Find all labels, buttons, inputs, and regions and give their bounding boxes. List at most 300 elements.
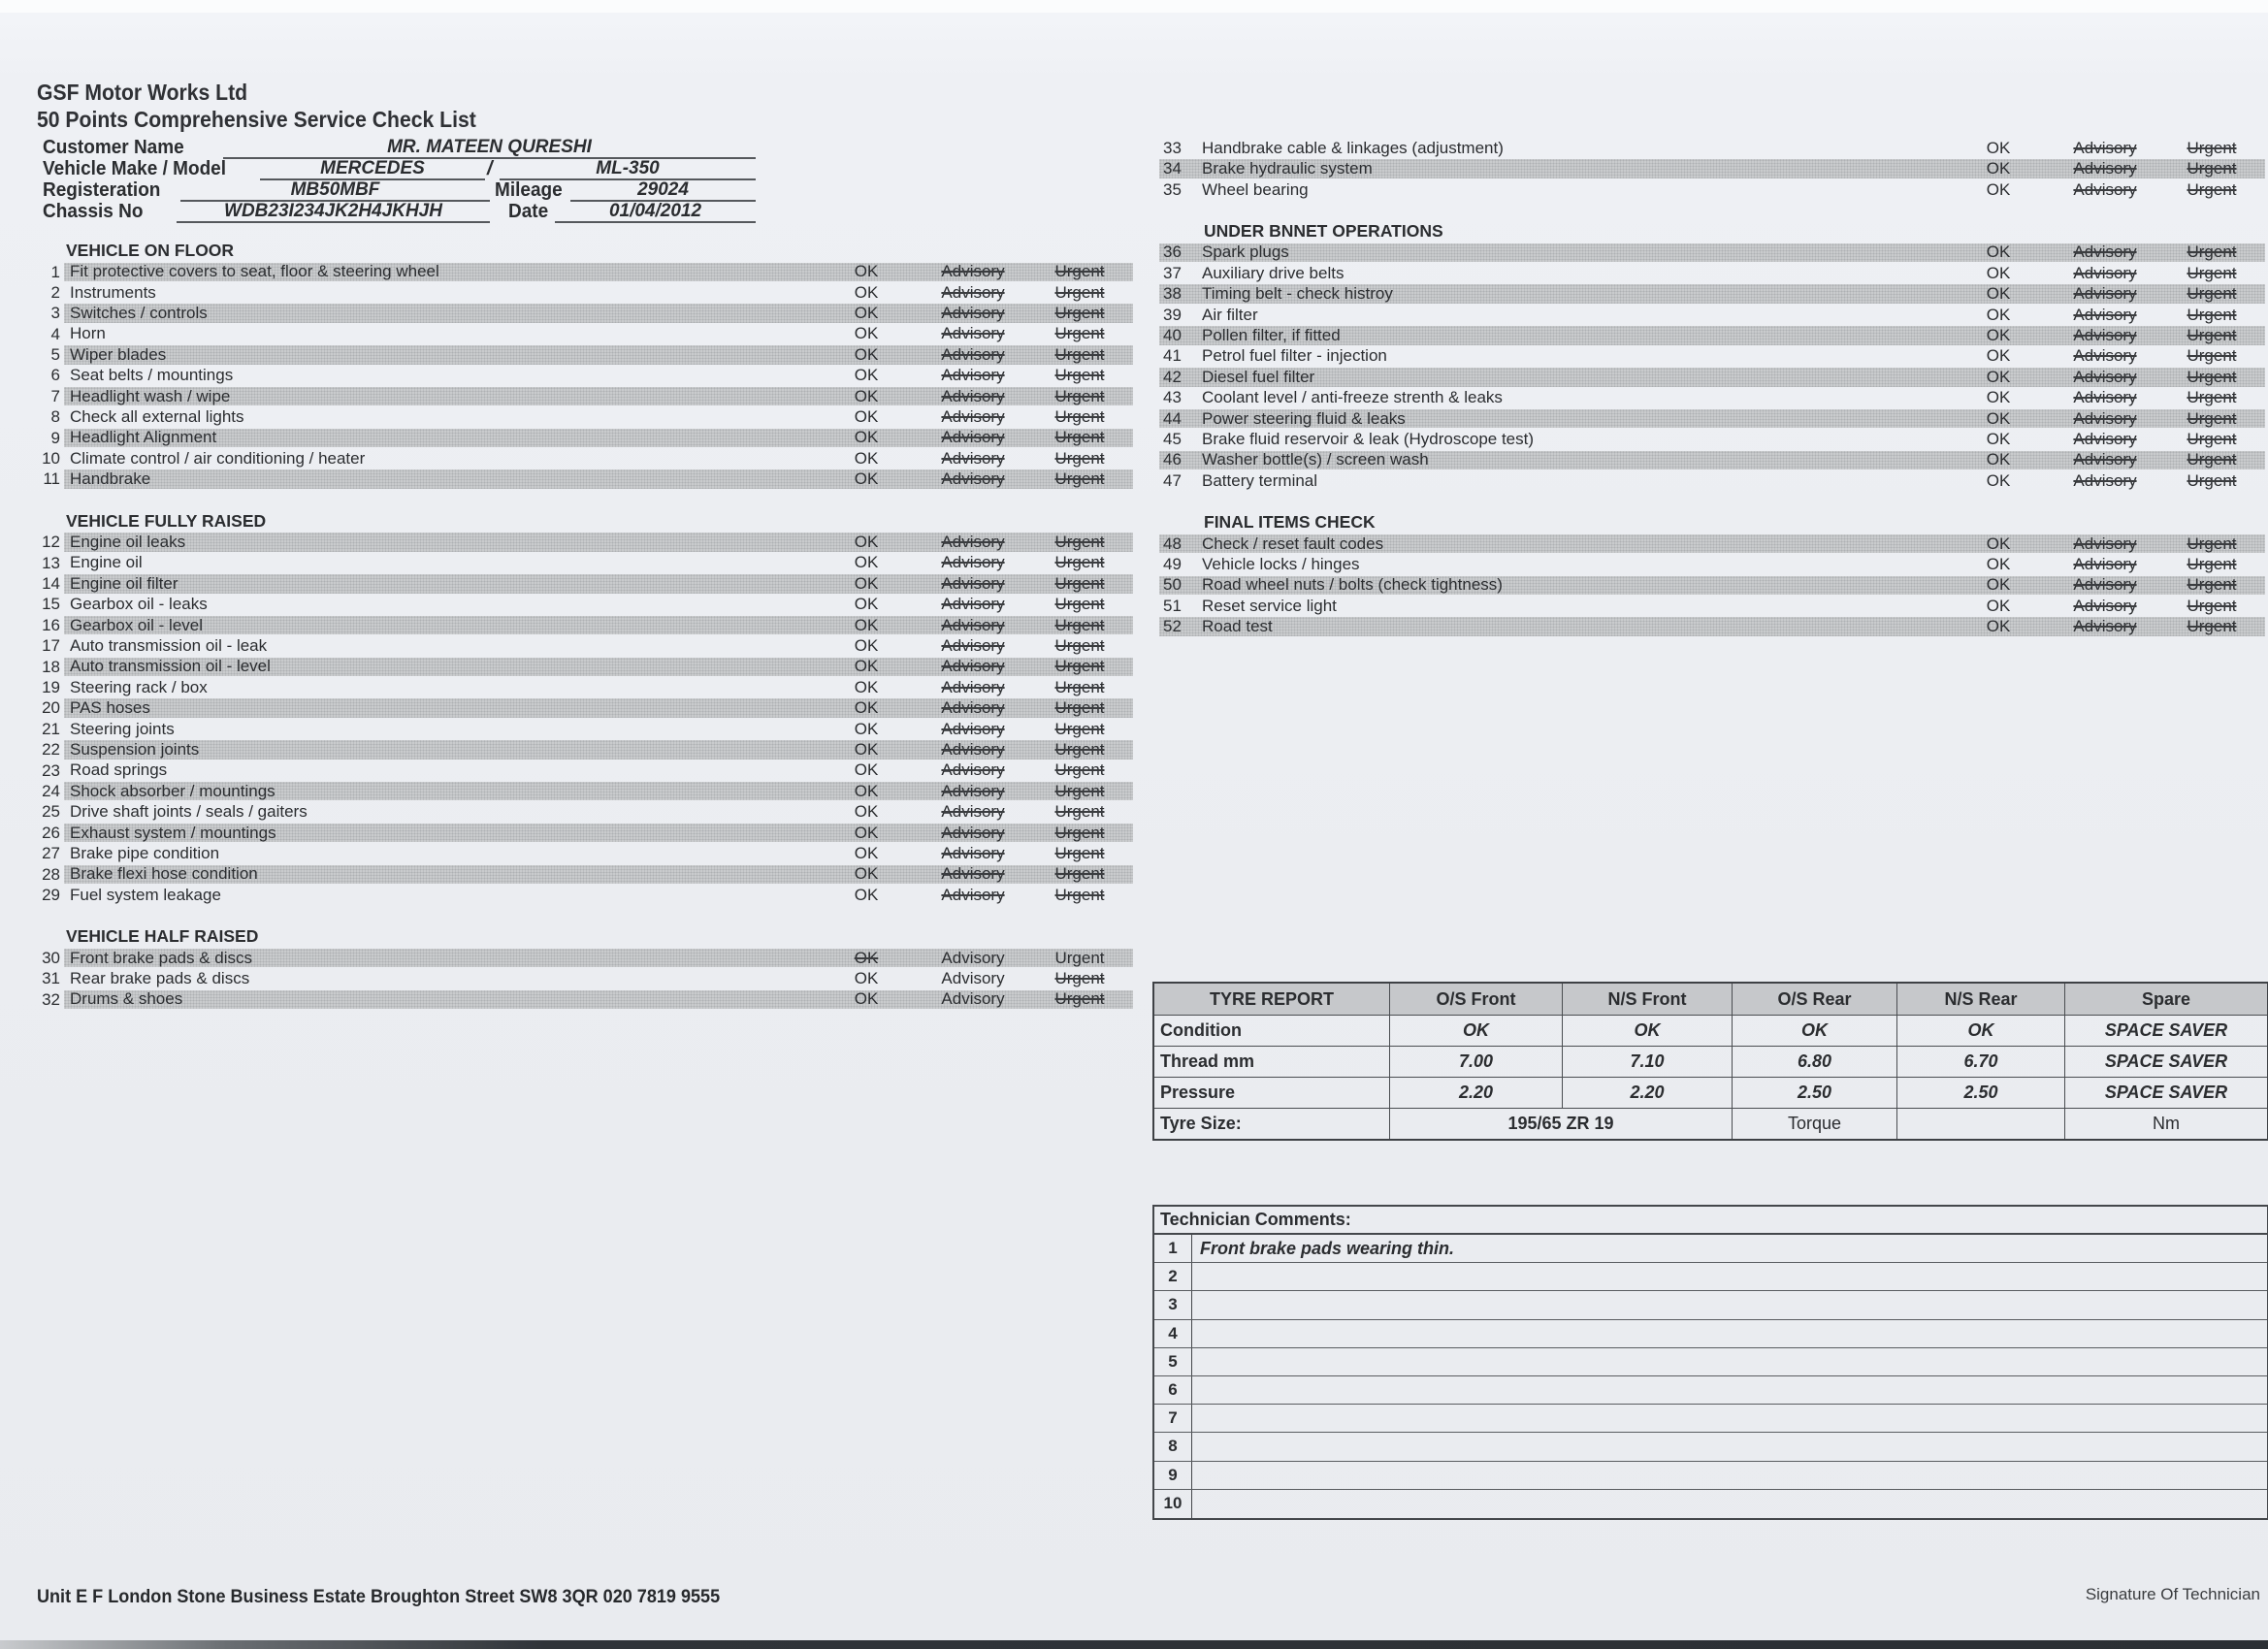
status-urgent: Urgent	[2187, 284, 2237, 304]
item-number: 26	[42, 823, 60, 842]
status-ok: OK	[854, 615, 879, 634]
checklist-item-row	[37, 428, 1133, 448]
tyre-value-cell: 2.50	[1896, 1077, 2064, 1108]
item-number: 29	[42, 885, 60, 904]
item-highlight-bar	[64, 407, 1133, 427]
company-name: GSF Motor Works Ltd	[37, 80, 248, 105]
status-ok: OK	[854, 406, 879, 426]
item-highlight-bar	[64, 761, 1133, 781]
status-urgent: Urgent	[1054, 968, 1105, 987]
status-advisory: Advisory	[2073, 450, 2137, 469]
status-advisory: Advisory	[2073, 470, 2137, 490]
tyre-value-cell: 2.20	[1389, 1077, 1562, 1108]
status-urgent: Urgent	[1054, 304, 1105, 323]
item-highlight-bar	[64, 449, 1133, 469]
checklist-item-row	[37, 344, 1133, 365]
status-urgent: Urgent	[1054, 823, 1105, 842]
checklist-item-row	[37, 843, 1133, 863]
status-ok: OK	[854, 739, 879, 759]
status-advisory: Advisory	[941, 843, 1005, 862]
item-number: 6	[50, 366, 60, 385]
item-highlight-bar	[1159, 451, 2265, 470]
item-label: Road wheel nuts / bolts (check tightness)	[1202, 575, 1503, 595]
item-number: 50	[1163, 575, 1182, 595]
status-ok: OK	[854, 802, 879, 822]
status-urgent: Urgent	[1054, 448, 1105, 468]
status-urgent: Urgent	[1054, 595, 1105, 614]
item-highlight-bar	[64, 678, 1133, 697]
checklist-item-row	[37, 365, 1133, 385]
checklist-item-row	[1159, 283, 2265, 304]
item-label: Shock absorber / mountings	[70, 781, 275, 800]
item-number: 52	[1163, 617, 1182, 636]
checklist-item-row	[37, 553, 1133, 573]
status-advisory: Advisory	[941, 533, 1005, 552]
status-urgent: Urgent	[1054, 344, 1105, 364]
checklist-item-row	[37, 677, 1133, 697]
status-ok: OK	[1986, 470, 2011, 490]
status-advisory: Advisory	[2073, 346, 2137, 366]
item-label: Auxiliary drive belts	[1202, 263, 1345, 282]
item-number: 33	[1163, 138, 1182, 157]
status-advisory: Advisory	[2073, 596, 2137, 615]
status-advisory: Advisory	[2073, 325, 2137, 344]
item-highlight-bar	[1159, 534, 2265, 554]
status-ok: OK	[1986, 284, 2011, 304]
status-urgent: Urgent	[2187, 388, 2237, 407]
status-advisory: Advisory	[941, 282, 1005, 302]
checklist-item-row	[37, 885, 1133, 905]
comment-row	[1154, 1405, 2267, 1433]
status-advisory: Advisory	[941, 948, 1005, 967]
status-advisory: Advisory	[941, 989, 1005, 1009]
item-number: 44	[1163, 408, 1182, 428]
status-ok: OK	[854, 636, 879, 655]
item-label: Headlight wash / wipe	[70, 386, 231, 405]
item-number: 35	[1163, 179, 1182, 199]
item-highlight-bar	[64, 886, 1133, 905]
status-ok: OK	[1986, 325, 2011, 344]
item-label: Power steering fluid & leaks	[1202, 408, 1406, 428]
status-urgent: Urgent	[2187, 346, 2237, 366]
comment-row-number: 2	[1154, 1263, 1192, 1290]
status-advisory: Advisory	[941, 262, 1005, 281]
status-ok: OK	[854, 657, 879, 676]
item-highlight-bar	[1159, 326, 2265, 345]
item-highlight-bar	[64, 387, 1133, 406]
item-highlight-bar	[1159, 139, 2265, 158]
item-highlight-bar	[1159, 180, 2265, 200]
status-advisory: Advisory	[941, 864, 1005, 884]
status-ok: OK	[1986, 596, 2011, 615]
item-label: Auto transmission oil - leak	[70, 636, 268, 655]
signature-of-technician-label: Signature Of Technician	[2085, 1585, 2260, 1603]
checklist-item-row	[1159, 387, 2265, 407]
item-highlight-bar	[64, 802, 1133, 822]
item-highlight-bar	[64, 844, 1133, 863]
checklist-item-row	[37, 386, 1133, 406]
status-advisory: Advisory	[941, 636, 1005, 655]
item-label: Coolant level / anti-freeze strenth & leaks	[1202, 388, 1503, 407]
item-highlight-bar	[64, 554, 1133, 573]
checklist-item-row	[37, 823, 1133, 843]
checklist-item-row	[1159, 305, 2265, 325]
status-urgent: Urgent	[1054, 719, 1105, 738]
comment-row	[1154, 1320, 2267, 1348]
status-ok: OK	[854, 533, 879, 552]
status-ok: OK	[854, 428, 879, 447]
item-label: Brake hydraulic system	[1202, 159, 1373, 178]
item-highlight-bar	[64, 720, 1133, 739]
status-ok: OK	[854, 823, 879, 842]
status-urgent: Urgent	[1054, 760, 1105, 780]
status-urgent: Urgent	[1054, 615, 1105, 634]
status-advisory: Advisory	[941, 739, 1005, 759]
item-highlight-bar	[1159, 576, 2265, 596]
mileage-label: Mileage	[495, 179, 563, 201]
status-advisory: Advisory	[941, 304, 1005, 323]
item-highlight-bar	[1159, 159, 2265, 178]
item-highlight-bar	[1159, 617, 2265, 636]
status-advisory: Advisory	[941, 657, 1005, 676]
status-urgent: Urgent	[1054, 885, 1105, 904]
status-urgent: Urgent	[1054, 636, 1105, 655]
item-number: 38	[1163, 284, 1182, 304]
status-advisory: Advisory	[2073, 617, 2137, 636]
item-highlight-bar	[64, 533, 1133, 552]
tyre-header-cell: O/S Rear	[1732, 984, 1896, 1015]
status-advisory: Advisory	[941, 406, 1005, 426]
item-number: 22	[42, 740, 60, 760]
checklist-section	[1159, 138, 2265, 200]
status-urgent: Urgent	[2187, 534, 2237, 553]
item-label: Timing belt - check histroy	[1202, 284, 1393, 304]
item-highlight-bar	[1159, 306, 2265, 325]
comment-row	[1154, 1263, 2267, 1291]
item-number: 20	[42, 698, 60, 718]
status-ok: OK	[1986, 242, 2011, 262]
item-number: 36	[1163, 242, 1182, 262]
tyre-value-cell: SPACE SAVER	[2064, 1015, 2267, 1046]
comment-text	[1192, 1320, 2267, 1347]
status-ok: OK	[1986, 367, 2011, 386]
comments-title: Technician Comments:	[1154, 1207, 2267, 1235]
item-label: Gearbox oil - level	[70, 615, 204, 634]
tyre-header-cell: N/S Rear	[1896, 984, 2064, 1015]
checklist-item-row	[1159, 470, 2265, 491]
tyre-value-cell: 2.20	[1562, 1077, 1732, 1108]
status-advisory: Advisory	[2073, 159, 2137, 178]
tyre-torque-unit-label: Nm	[2064, 1108, 2267, 1139]
comment-text: Front brake pads wearing thin.	[1200, 1238, 1455, 1258]
comment-row-number: 4	[1154, 1320, 1192, 1347]
item-label: Gearbox oil - leaks	[70, 595, 208, 614]
item-highlight-bar	[64, 429, 1133, 448]
item-number: 49	[1163, 555, 1182, 573]
tyre-value-cell: OK	[1732, 1015, 1896, 1046]
status-advisory: Advisory	[2073, 555, 2137, 573]
tyre-report-table	[1152, 982, 2268, 1141]
item-label: Seat belts / mountings	[70, 366, 234, 385]
status-urgent: Urgent	[1054, 262, 1105, 281]
checklist-item-row	[37, 635, 1133, 656]
checklist-item-row	[1159, 429, 2265, 449]
item-number: 14	[42, 574, 60, 594]
item-number: 51	[1163, 596, 1182, 615]
item-number: 46	[1163, 450, 1182, 469]
item-number: 37	[1163, 263, 1182, 282]
status-ok: OK	[1986, 429, 2011, 448]
status-urgent: Urgent	[1054, 948, 1105, 967]
item-label: Suspension joints	[70, 739, 200, 759]
status-ok: OK	[1986, 408, 2011, 428]
status-advisory: Advisory	[941, 448, 1005, 468]
status-urgent: Urgent	[1054, 406, 1105, 426]
comment-text	[1192, 1462, 2267, 1489]
status-urgent: Urgent	[1054, 428, 1105, 447]
status-ok: OK	[854, 553, 879, 572]
status-advisory: Advisory	[941, 366, 1005, 385]
item-label: Wiper blades	[70, 344, 167, 364]
checklist-item-row	[37, 262, 1133, 282]
comment-text	[1192, 1490, 2267, 1518]
item-highlight-bar	[1159, 409, 2265, 429]
status-urgent: Urgent	[2187, 325, 2237, 344]
comment-row	[1154, 1235, 2267, 1263]
status-urgent: Urgent	[2187, 450, 2237, 469]
status-advisory: Advisory	[941, 595, 1005, 614]
item-number: 34	[1163, 159, 1182, 178]
status-urgent: Urgent	[1054, 781, 1105, 800]
item-number: 1	[50, 262, 60, 281]
status-advisory: Advisory	[941, 885, 1005, 904]
status-ok: OK	[854, 677, 879, 696]
comment-row-number: 8	[1154, 1433, 1192, 1460]
item-highlight-bar	[64, 616, 1133, 635]
status-ok: OK	[854, 968, 879, 987]
status-advisory: Advisory	[2073, 263, 2137, 282]
comment-text	[1192, 1376, 2267, 1404]
tyre-header-cell: O/S Front	[1389, 984, 1562, 1015]
tyre-row-label: Condition	[1154, 1015, 1389, 1046]
status-urgent: Urgent	[1054, 573, 1105, 593]
make-model-separator: /	[487, 158, 493, 179]
checklist-item-row	[37, 864, 1133, 885]
checklist-section	[37, 926, 1133, 1010]
item-highlight-bar	[64, 658, 1133, 677]
checklist-item-row	[37, 657, 1133, 677]
registration-label: Registeration	[43, 179, 161, 201]
status-advisory: Advisory	[941, 324, 1005, 343]
item-highlight-bar	[1159, 368, 2265, 387]
item-label: Engine oil	[70, 553, 143, 572]
status-ok: OK	[854, 366, 879, 385]
item-label: Fit protective covers to seat, floor & steering wheel	[70, 262, 439, 281]
status-advisory: Advisory	[941, 698, 1005, 718]
checklist-item-row	[1159, 138, 2265, 158]
item-label: Climate control / air conditioning / heater	[70, 448, 366, 468]
tyre-header-cell: N/S Front	[1562, 984, 1732, 1015]
comment-row-number: 10	[1154, 1490, 1192, 1518]
status-urgent: Urgent	[2187, 138, 2237, 157]
date-label: Date	[508, 201, 549, 222]
status-advisory: Advisory	[941, 802, 1005, 822]
item-number: 8	[50, 407, 60, 427]
item-highlight-bar	[1159, 243, 2265, 263]
section-title: VEHICLE HALF RAISED	[66, 926, 259, 947]
item-label: Wheel bearing	[1202, 179, 1309, 199]
status-ok: OK	[1986, 159, 2011, 178]
status-ok: OK	[854, 760, 879, 780]
status-ok: OK	[854, 885, 879, 904]
item-highlight-bar	[64, 469, 1133, 489]
status-advisory: Advisory	[941, 553, 1005, 572]
tyre-header-cell: TYRE REPORT	[1154, 984, 1389, 1015]
status-ok: OK	[854, 282, 879, 302]
status-advisory: Advisory	[941, 677, 1005, 696]
item-number: 31	[42, 969, 60, 988]
item-number: 23	[42, 760, 60, 780]
item-number: 21	[42, 719, 60, 738]
comment-row	[1154, 1433, 2267, 1461]
item-highlight-bar	[64, 304, 1133, 323]
tyre-value-cell: 6.70	[1896, 1046, 2064, 1077]
status-urgent: Urgent	[1054, 989, 1105, 1009]
item-label: Instruments	[70, 282, 156, 302]
item-label: PAS hoses	[70, 698, 150, 718]
status-advisory: Advisory	[941, 719, 1005, 738]
item-label: Exhaust system / mountings	[70, 823, 276, 842]
item-label: Washer bottle(s) / screen wash	[1202, 450, 1429, 469]
item-label: Pollen filter, if fitted	[1202, 325, 1341, 344]
status-ok: OK	[854, 719, 879, 738]
checklist-item-row	[37, 697, 1133, 718]
item-highlight-bar	[64, 949, 1133, 968]
comment-text	[1192, 1433, 2267, 1460]
status-ok: OK	[1986, 346, 2011, 366]
checklist-item-row	[1159, 575, 2265, 596]
status-urgent: Urgent	[2187, 159, 2237, 178]
item-number: 32	[42, 989, 60, 1009]
date-value: 01/04/2012	[555, 201, 756, 223]
checklist-item-row	[1159, 450, 2265, 470]
tyre-value-cell: OK	[1562, 1015, 1732, 1046]
chassis-label: Chassis No	[43, 201, 144, 222]
tyre-size-label: Tyre Size:	[1154, 1108, 1389, 1139]
item-number: 17	[42, 636, 60, 656]
scanner-edge-top	[0, 0, 2268, 13]
checklist-item-row	[37, 303, 1133, 323]
item-number: 40	[1163, 325, 1182, 344]
checklist-left-column	[37, 241, 1133, 1031]
item-label: Front brake pads & discs	[70, 948, 253, 967]
status-ok: OK	[1986, 179, 2011, 199]
status-ok: OK	[854, 595, 879, 614]
item-highlight-bar	[64, 824, 1133, 843]
status-ok: OK	[854, 843, 879, 862]
status-urgent: Urgent	[1054, 657, 1105, 676]
status-advisory: Advisory	[941, 760, 1005, 780]
item-number: 42	[1163, 367, 1182, 386]
tyre-size-value: 195/65 ZR 19	[1389, 1108, 1732, 1139]
checklist-item-row	[1159, 346, 2265, 367]
checklist-item-row	[1159, 408, 2265, 429]
make-model-label: Vehicle Make / Model	[43, 158, 227, 179]
item-number: 39	[1163, 305, 1182, 324]
item-highlight-bar	[1159, 471, 2265, 491]
item-label: Switches / controls	[70, 304, 208, 323]
workshop-address: Unit E F London Stone Business Estate Broughton Street SW8 3QR 020 7819 9555	[37, 1587, 721, 1607]
checklist-item-row	[1159, 179, 2265, 200]
checklist-item-row	[37, 948, 1133, 968]
checklist-item-row	[37, 469, 1133, 489]
status-advisory: Advisory	[2073, 367, 2137, 386]
item-number: 11	[43, 469, 60, 489]
item-number: 30	[42, 948, 60, 967]
item-number: 13	[42, 553, 60, 572]
comment-row	[1154, 1376, 2267, 1405]
item-number: 12	[42, 533, 60, 552]
item-label: Check / reset fault codes	[1202, 534, 1384, 553]
checklist-item-row	[1159, 263, 2265, 283]
tyre-torque-label: Torque	[1732, 1108, 1896, 1139]
status-urgent: Urgent	[2187, 555, 2237, 573]
status-urgent: Urgent	[1054, 843, 1105, 862]
checklist-item-row	[1159, 367, 2265, 387]
tyre-value-cell: 7.00	[1389, 1046, 1562, 1077]
customer-name-label: Customer Name	[43, 137, 184, 158]
technician-comments-table	[1152, 1205, 2268, 1520]
status-advisory: Advisory	[941, 469, 1005, 489]
item-highlight-bar	[64, 345, 1133, 365]
comment-row-number: 6	[1154, 1376, 1192, 1404]
item-label: Diesel fuel filter	[1202, 367, 1315, 386]
item-label: Engine oil filter	[70, 573, 178, 593]
item-number: 7	[50, 386, 60, 405]
status-ok: OK	[1986, 575, 2011, 595]
item-label: Spark plugs	[1202, 242, 1289, 262]
status-ok: OK	[854, 781, 879, 800]
comment-row	[1154, 1291, 2267, 1319]
status-ok: OK	[854, 448, 879, 468]
status-urgent: Urgent	[1054, 864, 1105, 884]
tyre-header-cell: Spare	[2064, 984, 2267, 1015]
status-ok: OK	[854, 304, 879, 323]
checklist-item-row	[1159, 534, 2265, 554]
status-advisory: Advisory	[2073, 388, 2137, 407]
status-urgent: Urgent	[1054, 366, 1105, 385]
item-highlight-bar	[1159, 388, 2265, 407]
item-label: Handbrake cable & linkages (adjustment)	[1202, 138, 1504, 157]
status-ok: OK	[854, 324, 879, 343]
comment-row-number: 1	[1154, 1235, 1192, 1262]
checklist-section	[37, 241, 1133, 490]
status-advisory: Advisory	[941, 344, 1005, 364]
status-ok: OK	[854, 386, 879, 405]
status-ok: OK	[1986, 617, 2011, 636]
comment-row-number: 5	[1154, 1348, 1192, 1375]
status-ok: OK	[854, 864, 879, 884]
status-urgent: Urgent	[2187, 575, 2237, 595]
item-label: Road springs	[70, 760, 168, 780]
item-label: Drums & shoes	[70, 989, 183, 1009]
tyre-value-cell: 2.50	[1732, 1077, 1896, 1108]
status-advisory: Advisory	[941, 968, 1005, 987]
item-highlight-bar	[64, 263, 1133, 282]
status-ok: OK	[854, 469, 879, 489]
status-advisory: Advisory	[2073, 408, 2137, 428]
item-number: 45	[1163, 429, 1182, 448]
